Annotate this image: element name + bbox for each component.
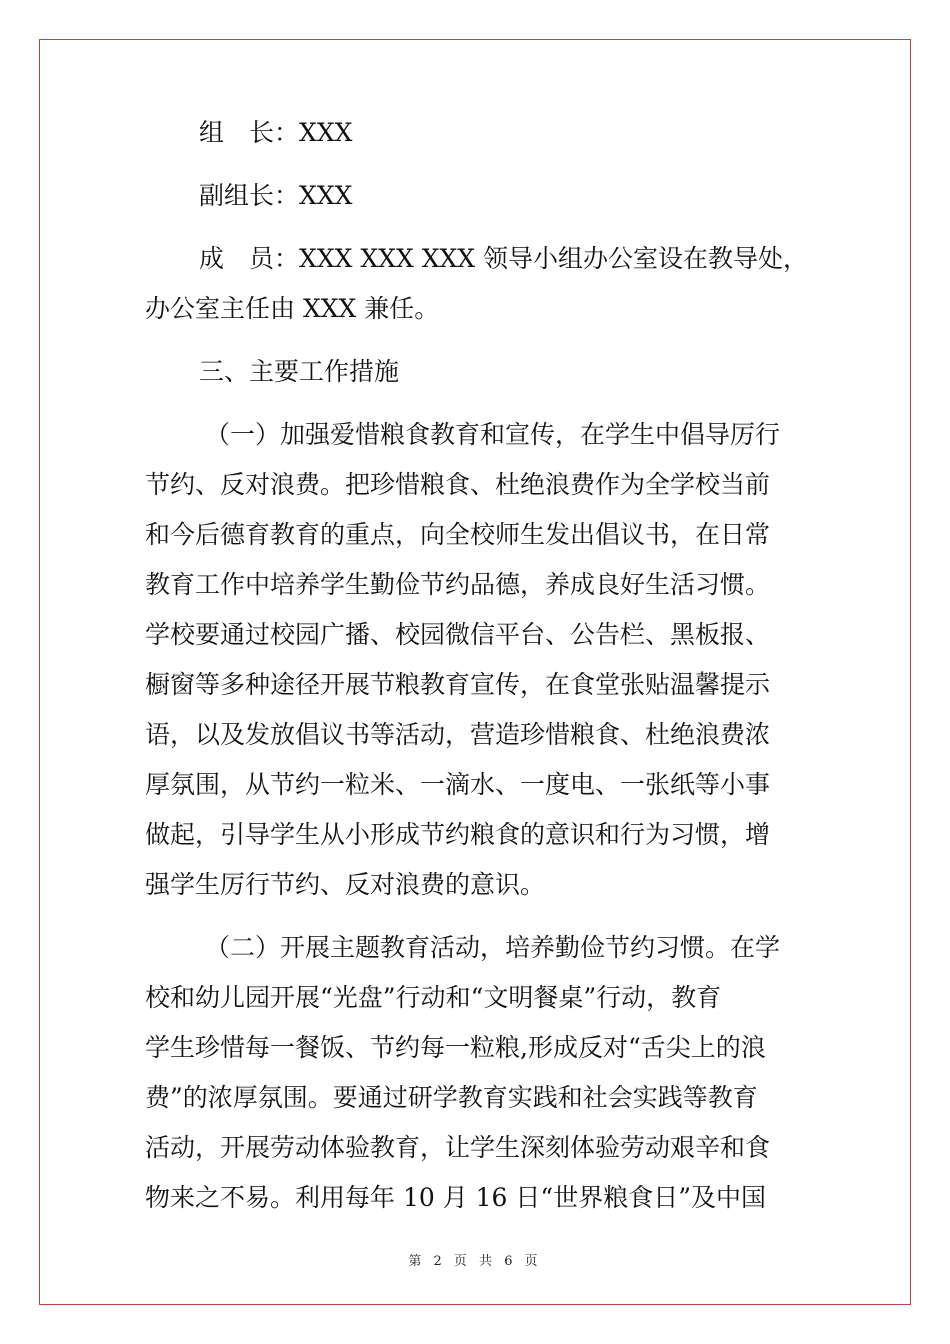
paragraph-line: 校和幼儿园开展“光盘”行动和“文明餐桌”行动，教育 bbox=[145, 983, 722, 1012]
paragraph-line: 物来之不易。利用每年 10 月 16 日“世界粮食日”及中国 bbox=[145, 1183, 766, 1212]
paragraph-line: 学校要通过校园广播、校园微信平台、公告栏、黑板报、 bbox=[145, 620, 771, 649]
paragraph-line: 活动，开展劳动体验教育，让学生深刻体验劳动艰辛和食 bbox=[145, 1133, 771, 1162]
paragraph-line: 强学生厉行节约、反对浪费的意识。 bbox=[145, 870, 546, 899]
members-line-2: 办公室主任由 XXX 兼任。 bbox=[145, 294, 440, 323]
leader-label: 组 长： bbox=[199, 118, 300, 147]
paragraph-line: 费”的浓厚氛围。要通过研学教育实践和社会实践等教育 bbox=[145, 1083, 758, 1112]
paragraph-line: 语，以及发放倡议书等活动，营造珍惜粮食、杜绝浪费浓 bbox=[145, 720, 771, 749]
paragraph-line: 和今后德育教育的重点，向全校师生发出倡议书，在日常 bbox=[145, 520, 771, 549]
deputy-label: 副组长： bbox=[199, 181, 300, 210]
paragraph-line: （二）开展主题教育活动，培养勤俭节约习惯。在学 bbox=[205, 933, 781, 962]
members-label: 成 员： bbox=[199, 244, 300, 273]
section-heading: 三、主要工作措施 bbox=[199, 357, 400, 386]
leader-value: XXX bbox=[299, 118, 353, 147]
measure-1-paragraph bbox=[145, 410, 807, 910]
measure-2-paragraph bbox=[145, 923, 807, 1223]
paragraph-line: 节约、反对浪费。把珍惜粮食、杜绝浪费作为全学校当前 bbox=[145, 470, 771, 499]
paragraph-line: 做起，引导学生从小形成节约粮食的意识和行为习惯，增 bbox=[145, 820, 771, 849]
document-body bbox=[145, 108, 807, 1223]
paragraph-line: 教育工作中培养学生勤俭节约品德，养成良好生活习惯。 bbox=[145, 570, 771, 599]
leader-line bbox=[145, 108, 807, 158]
members-line-1 bbox=[145, 234, 807, 284]
paragraph-line: 厚氛围，从节约一粒米、一滴水、一度电、一张纸等小事 bbox=[145, 770, 771, 799]
members-text: XXX XXX XXX 领导小组办公室设在教导处， bbox=[299, 244, 809, 273]
paragraph-line: 学生珍惜每一餐饭、节约每一粒粮,形成反对“舌尖上的浪 bbox=[145, 1033, 766, 1062]
deputy-line bbox=[145, 171, 807, 221]
paragraph-line: （一）加强爱惜粮食教育和宣传，在学生中倡导厉行 bbox=[205, 420, 781, 449]
deputy-value: XXX bbox=[299, 181, 353, 210]
paragraph-line: 橱窗等多种途径开展节粮教育宣传，在食堂张贴温馨提示 bbox=[145, 670, 771, 699]
page-footer: 第 2 页 共 6 页 bbox=[408, 1254, 542, 1269]
